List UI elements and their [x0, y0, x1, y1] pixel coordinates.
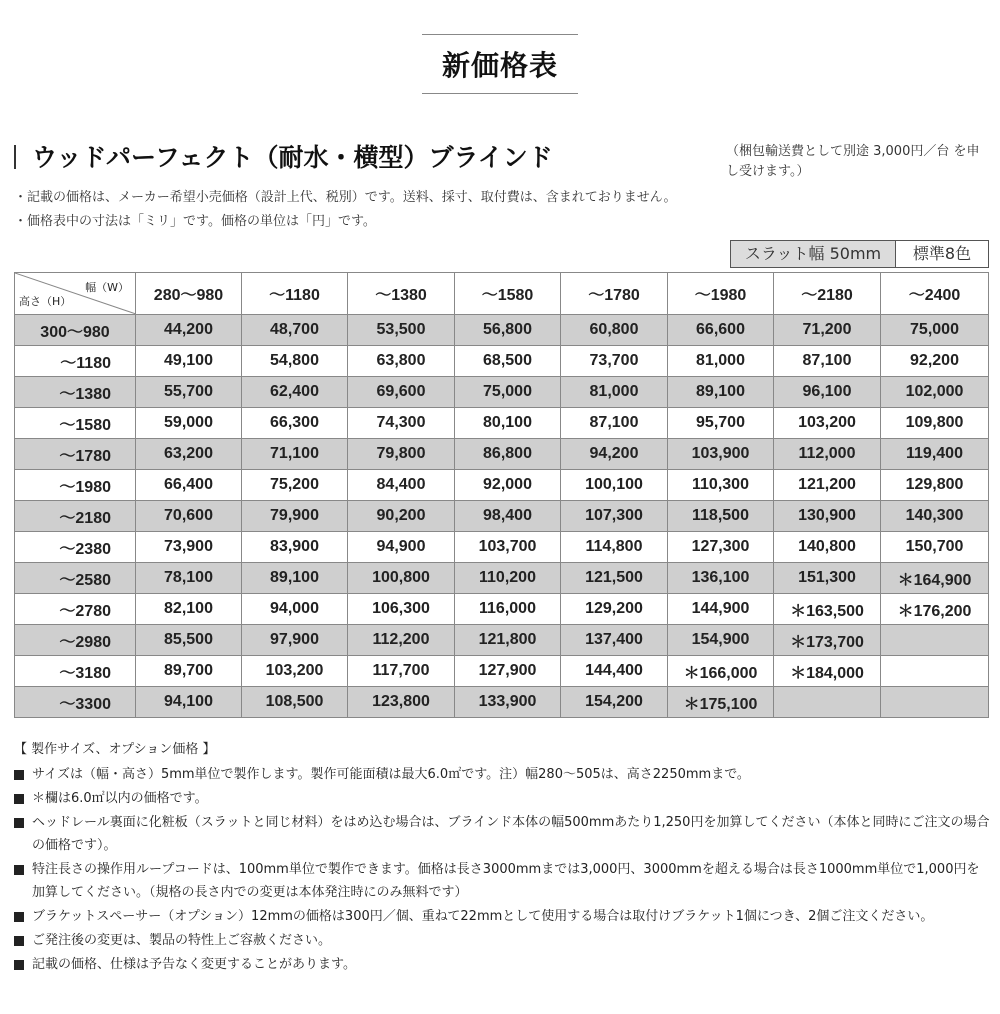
price-cell: 82,100 [136, 594, 242, 625]
column-header: 〜2400 [881, 273, 989, 315]
price-cell: 95,700 [668, 408, 774, 439]
price-cell: 59,000 [136, 408, 242, 439]
price-cell: 103,900 [668, 439, 774, 470]
spec-heading: 【 製作サイズ、オプション価格 】 [14, 742, 216, 757]
price-cell: 79,800 [348, 439, 455, 470]
price-cell: 96,100 [774, 377, 881, 408]
spec-item: 特注長さの操作用ループコードは、100mm単位で製作できます。価格は長さ3000mmまでは3,000円、3000mmを超える場合は長さ1000mm単位で1,000円を加算してください。（規格の長さ内での変更は本体発注時にのみ無料です） [14, 858, 990, 904]
price-cell: 74,300 [348, 408, 455, 439]
price-cell: 129,200 [561, 594, 668, 625]
price-cell: 133,900 [455, 687, 561, 718]
spec-item: サイズは（幅・高さ）5mm単位で製作します。製作可能面積は最大6.0㎡です。注）幅280〜505は、高さ2250mmまで。 [14, 763, 990, 786]
price-cell: 49,100 [136, 346, 242, 377]
price-cell: ＊166,000 [668, 656, 774, 687]
table-row [15, 532, 989, 563]
table-row [15, 408, 989, 439]
price-cell: 75,200 [242, 470, 348, 501]
row-header: 〜2180 [15, 501, 136, 532]
table-header-row [15, 273, 989, 315]
table-row [15, 594, 989, 625]
row-header: 〜3300 [15, 687, 136, 718]
price-cell: 66,400 [136, 470, 242, 501]
spec-item: ブラケットスペーサー（オプション）12mmの価格は300円／個、重ねて22mmとして使用する場合は取付けブラケット1個につき、2個ご注文ください。 [14, 905, 990, 928]
price-cell: ＊173,700 [774, 625, 881, 656]
square-bullet-icon [14, 818, 24, 828]
price-cell: 89,100 [242, 563, 348, 594]
row-header: 〜1780 [15, 439, 136, 470]
price-cell: 87,100 [774, 346, 881, 377]
price-cell: 90,200 [348, 501, 455, 532]
row-header: 〜1980 [15, 470, 136, 501]
price-cell: 107,300 [561, 501, 668, 532]
product-heading [14, 138, 553, 174]
price-cell: 97,900 [242, 625, 348, 656]
price-cell: ＊164,900 [881, 563, 989, 594]
note-price-info: ・記載の価格は、メーカー希望小売価格（設計上代、税別）です。送料、採寸、取付費は、含まれておりません。 [14, 190, 677, 205]
price-cell: 68,500 [455, 346, 561, 377]
spec-item: ヘッドレール裏面に化粧板（スラットと同じ材料）をはめ込む場合は、ブラインド本体の幅500mmあたり1,250円を加算してください（本体と同時にご注文の場合の価格です）。 [14, 811, 990, 857]
price-cell: 140,800 [774, 532, 881, 563]
price-cell: 55,700 [136, 377, 242, 408]
spec-item: 記載の価格、仕様は予告なく変更することがあります。 [14, 953, 990, 976]
price-cell: 62,400 [242, 377, 348, 408]
price-cell: 127,900 [455, 656, 561, 687]
price-cell: 136,100 [668, 563, 774, 594]
price-cell: 87,100 [561, 408, 668, 439]
price-cell: 116,000 [455, 594, 561, 625]
price-cell: 84,400 [348, 470, 455, 501]
price-cell: 81,000 [668, 346, 774, 377]
table-row [15, 470, 989, 501]
table-row [15, 687, 989, 718]
price-cell: 92,000 [455, 470, 561, 501]
price-cell: 117,700 [348, 656, 455, 687]
page-title: 新価格表 [422, 34, 578, 94]
column-header: 〜1980 [668, 273, 774, 315]
price-cell: 119,400 [881, 439, 989, 470]
price-cell: 129,800 [881, 470, 989, 501]
price-cell: 127,300 [668, 532, 774, 563]
price-cell: 73,900 [136, 532, 242, 563]
price-table-body [15, 315, 989, 718]
price-cell: 112,000 [774, 439, 881, 470]
price-cell: 63,200 [136, 439, 242, 470]
column-header: 〜1380 [348, 273, 455, 315]
price-cell: 150,700 [881, 532, 989, 563]
price-cell: 70,600 [136, 501, 242, 532]
colors-tag: 標準8色 [896, 240, 989, 268]
price-cell: 85,500 [136, 625, 242, 656]
price-cell: 89,700 [136, 656, 242, 687]
price-cell: 103,200 [242, 656, 348, 687]
price-cell [881, 656, 989, 687]
spec-section [14, 738, 990, 977]
price-cell: 140,300 [881, 501, 989, 532]
column-header: 〜1180 [242, 273, 348, 315]
price-cell: 78,100 [136, 563, 242, 594]
table-row [15, 563, 989, 594]
row-header: 〜2780 [15, 594, 136, 625]
column-header: 〜2180 [774, 273, 881, 315]
price-cell: 100,100 [561, 470, 668, 501]
price-cell [881, 687, 989, 718]
product-name: ウッドパーフェクト（耐水・横型）ブラインド [32, 143, 553, 172]
square-bullet-icon [14, 865, 24, 875]
price-cell: 121,800 [455, 625, 561, 656]
table-row [15, 625, 989, 656]
square-bullet-icon [14, 770, 24, 780]
price-cell [774, 687, 881, 718]
price-cell: 102,000 [881, 377, 989, 408]
square-bullet-icon [14, 960, 24, 970]
price-cell: 100,800 [348, 563, 455, 594]
price-cell: 75,000 [455, 377, 561, 408]
price-cell: 130,900 [774, 501, 881, 532]
note-units: ・価格表中の寸法は「ミリ」です。価格の単位は「円」です。 [14, 214, 376, 229]
price-cell: 114,800 [561, 532, 668, 563]
row-header: 〜2580 [15, 563, 136, 594]
price-cell: 108,500 [242, 687, 348, 718]
square-bullet-icon [14, 794, 24, 804]
table-row [15, 439, 989, 470]
price-cell: 154,900 [668, 625, 774, 656]
price-cell: 56,800 [455, 315, 561, 346]
price-cell: 151,300 [774, 563, 881, 594]
column-header: 〜1580 [455, 273, 561, 315]
price-cell: 144,400 [561, 656, 668, 687]
price-cell: 73,700 [561, 346, 668, 377]
row-header: 〜1380 [15, 377, 136, 408]
price-cell: 94,000 [242, 594, 348, 625]
spec-item: ＊欄は6.0㎡以内の価格です。 [14, 787, 990, 810]
price-cell: 94,100 [136, 687, 242, 718]
price-cell: 109,800 [881, 408, 989, 439]
price-cell: 80,100 [455, 408, 561, 439]
price-cell: 94,900 [348, 532, 455, 563]
price-cell: 75,000 [881, 315, 989, 346]
price-cell: 110,300 [668, 470, 774, 501]
price-cell: 63,800 [348, 346, 455, 377]
price-cell: 53,500 [348, 315, 455, 346]
price-cell [881, 625, 989, 656]
price-cell: 54,800 [242, 346, 348, 377]
table-row [15, 501, 989, 532]
table-row [15, 656, 989, 687]
spec-item: ご発注後の変更は、製品の特性上ご容赦ください。 [14, 929, 990, 952]
price-cell: 48,700 [242, 315, 348, 346]
price-table [14, 272, 989, 718]
price-cell: 92,200 [881, 346, 989, 377]
price-cell: 144,900 [668, 594, 774, 625]
price-cell: 103,700 [455, 532, 561, 563]
row-header: 300〜980 [15, 315, 136, 346]
price-cell: 44,200 [136, 315, 242, 346]
slat-width-tag: スラット幅 50mm [730, 240, 896, 268]
price-cell: 71,100 [242, 439, 348, 470]
width-axis-label: 幅（W） [85, 281, 129, 294]
price-cell: 123,800 [348, 687, 455, 718]
price-cell: ＊176,200 [881, 594, 989, 625]
price-cell: 103,200 [774, 408, 881, 439]
height-axis-label: 高さ（H） [19, 295, 72, 308]
price-cell: 154,200 [561, 687, 668, 718]
row-header: 〜3180 [15, 656, 136, 687]
price-cell: 83,900 [242, 532, 348, 563]
price-cell: 60,800 [561, 315, 668, 346]
price-cell: 66,600 [668, 315, 774, 346]
shipping-note: （梱包輸送費として別途 3,000円／台 を申し受けます。） [726, 144, 980, 179]
price-cell: ＊184,000 [774, 656, 881, 687]
price-cell: 79,900 [242, 501, 348, 532]
square-bullet-icon [14, 912, 24, 922]
price-cell: 94,200 [561, 439, 668, 470]
price-cell: 66,300 [242, 408, 348, 439]
row-header: 〜1580 [15, 408, 136, 439]
price-cell: 98,400 [455, 501, 561, 532]
price-cell: 106,300 [348, 594, 455, 625]
price-cell: 89,100 [668, 377, 774, 408]
price-cell: ＊175,100 [668, 687, 774, 718]
price-cell: 71,200 [774, 315, 881, 346]
price-cell: 69,600 [348, 377, 455, 408]
row-header: 〜2980 [15, 625, 136, 656]
price-cell: 110,200 [455, 563, 561, 594]
column-header: 280〜980 [136, 273, 242, 315]
spec-tags [730, 240, 989, 268]
price-cell: 81,000 [561, 377, 668, 408]
row-header: 〜2380 [15, 532, 136, 563]
price-cell: 118,500 [668, 501, 774, 532]
square-bullet-icon [14, 936, 24, 946]
table-row [15, 377, 989, 408]
price-cell: 86,800 [455, 439, 561, 470]
price-cell: 121,200 [774, 470, 881, 501]
column-header: 〜1780 [561, 273, 668, 315]
price-cell: 112,200 [348, 625, 455, 656]
table-row [15, 346, 989, 377]
price-cell: 121,500 [561, 563, 668, 594]
table-row [15, 315, 989, 346]
heading-bar [14, 145, 16, 169]
row-header: 〜1180 [15, 346, 136, 377]
price-cell: 137,400 [561, 625, 668, 656]
table-corner-cell [15, 273, 136, 315]
price-cell: ＊163,500 [774, 594, 881, 625]
